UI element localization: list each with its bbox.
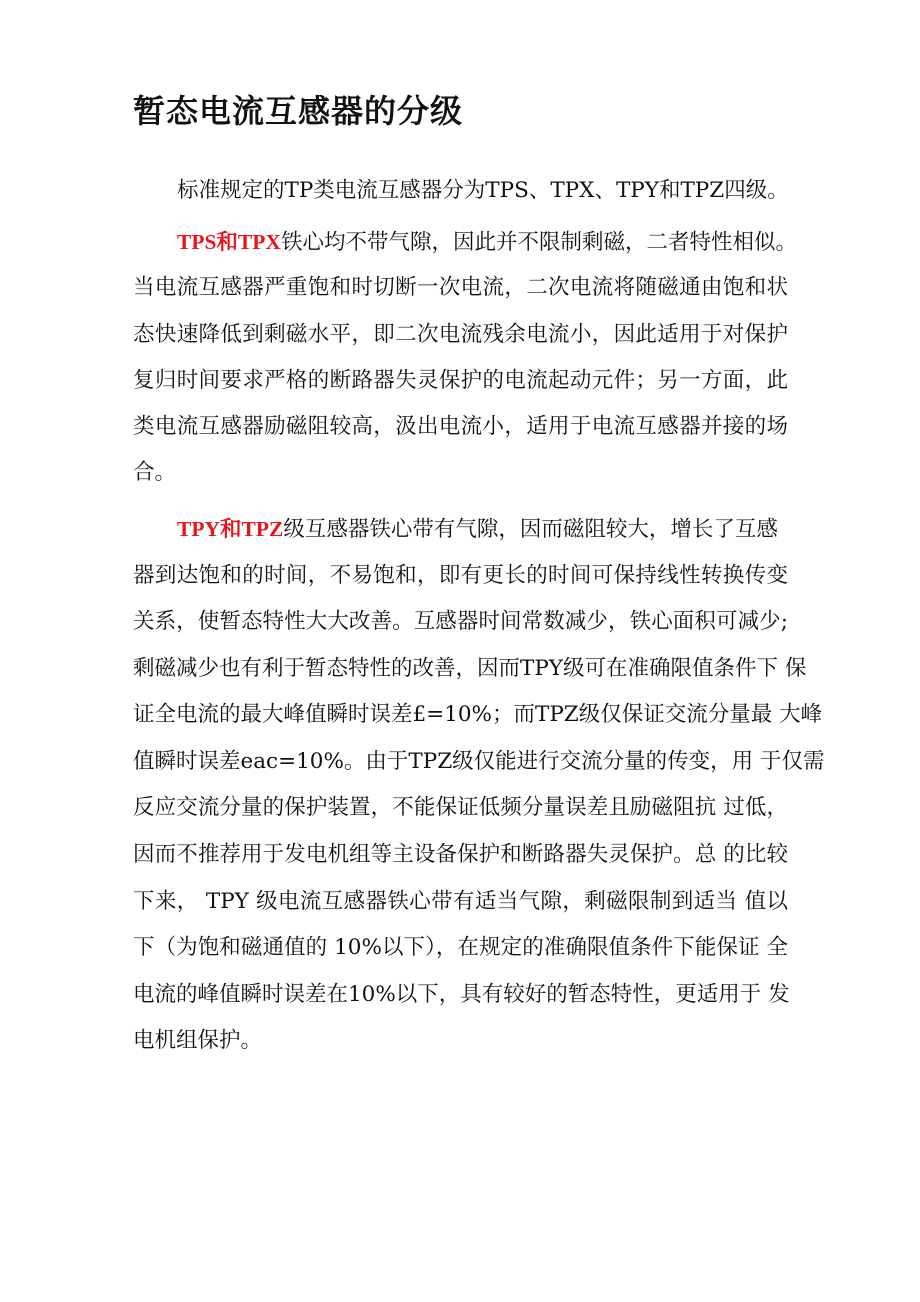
para2-line: 证全电流的最大峰值瞬时误差£=10%；而TPZ级仅保证交流分量最 大峰 xyxy=(133,702,823,727)
para2-line: 电机组保护。 xyxy=(133,1028,263,1053)
para1-line: 当电流互感器严重饱和时切断一次电流，二次电流将随磁通由饱和状 xyxy=(133,275,788,300)
para2-line: 反应交流分量的保护装置，不能保证低频分量误差且励磁阻抗 过低， xyxy=(133,795,788,820)
para2-line: 因而不推荐用于发电机组等主设备保护和断路器失灵保护。总 的比较 xyxy=(133,842,788,867)
para2-highlight: TPY和TPZ xyxy=(177,517,284,541)
para2-line: 电流的峰值瞬时误差在10%以下，具有较好的暂态特性，更适用于 发 xyxy=(133,982,790,1007)
para2-first-line xyxy=(177,514,778,545)
para2-line: 下来， TPY 级电流互感器铁心带有适当气隙，剩磁限制到适当 值以 xyxy=(133,889,788,914)
para1-line: 类电流互感器励磁阻较高，汲出电流小，适用于电流互感器并接的场 xyxy=(133,414,788,439)
para2-line: 下（为饱和磁通值的 10%以下），在规定的准确限值条件下能保证 全 xyxy=(133,935,788,960)
para2-line: 器到达饱和的时间，不易饱和，即有更长的时间可保持线性转换传变 xyxy=(133,563,788,588)
para1-line: 复归时间要求严格的断路器失灵保护的电流起动元件；另一方面，此 xyxy=(133,368,788,393)
page-title: 暂态电流互感器的分级 xyxy=(133,92,464,130)
para1-line: 态快速降低到剩磁水平，即二次电流残余电流小，因此适用于对保护 xyxy=(133,322,788,347)
para1-first-text: 铁心均不带气隙，因此并不限制剩磁，二者特性相似。 xyxy=(280,230,797,255)
para1-line: 合。 xyxy=(133,460,177,485)
para2-first-text: 级互感器铁心带有气隙，因而磁阻较大，增长了互感 xyxy=(283,517,778,542)
intro-paragraph: 标准规定的TP类电流互感器分为TPS、TPX、TPY和TPZ四级。 xyxy=(177,178,789,203)
para2-line: 关系，使暂态特性大大改善。互感器时间常数减少，铁心面积可减少; xyxy=(133,609,788,634)
para1-first-line xyxy=(177,227,797,258)
para2-line: 剩磁减少也有利于暂态特性的改善，因而TPY级可在准确限值条件下 保 xyxy=(133,656,807,681)
para2-line: 值瞬时误差eac=10%。由于TPZ级仅能进行交流分量的传变，用 于仅需 xyxy=(133,749,825,774)
para1-highlight: TPS和TPX xyxy=(177,230,281,254)
